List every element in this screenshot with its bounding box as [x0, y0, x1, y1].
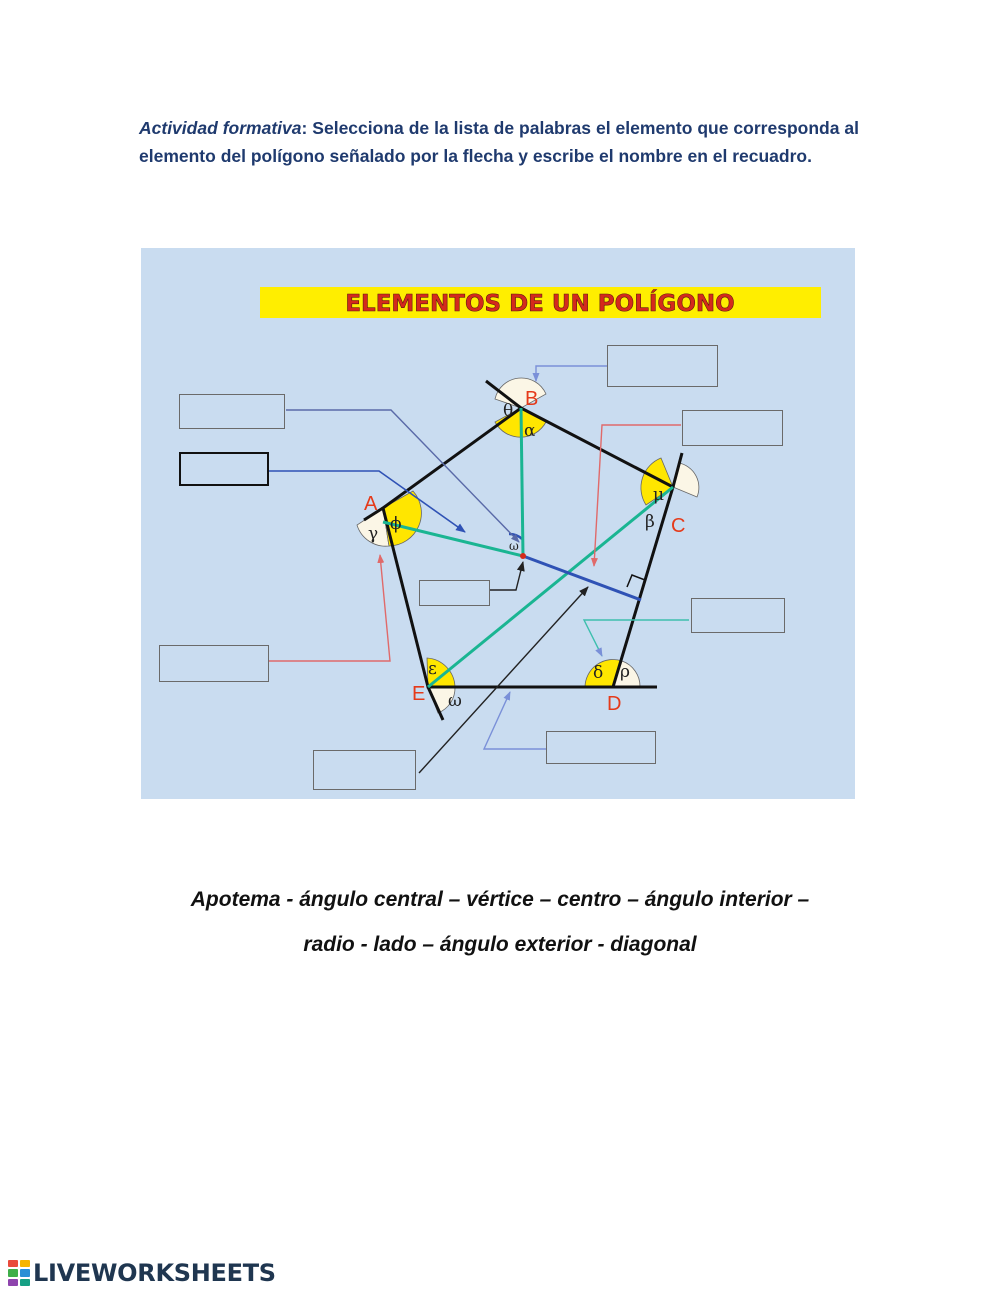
angle-label-delta: δ [593, 663, 604, 683]
answer-box-apothem[interactable] [682, 410, 783, 446]
answer-box-side[interactable] [546, 731, 656, 764]
figure-title: ELEMENTOS DE UN POLÍGONO [345, 291, 735, 317]
answer-box-diagonal[interactable] [313, 750, 416, 790]
word-bank-line-1: Apotema - ángulo central – vértice – centro – ángulo interior – [190, 888, 810, 911]
vertex-label-c: C [671, 515, 686, 537]
brand-footer[interactable] [8, 1258, 276, 1288]
instructions-text: : Selecciona de la lista de palabras el elemento que corresponda al elemento del polígono señalado por la flecha y escribe el nombre en el recuadro. [139, 118, 859, 166]
angle-label-mu: μ [653, 485, 665, 505]
instructions [139, 114, 859, 170]
angle-label-epsilon: ε [428, 659, 437, 679]
brand-logo-icon [8, 1260, 30, 1286]
answer-box-vertex[interactable] [607, 345, 718, 387]
figure-background [141, 248, 855, 799]
instructions-label: Actividad formativa [139, 118, 302, 138]
center-point [520, 553, 526, 559]
radius-b [521, 408, 523, 556]
word-bank-line-2: radio - lado – ángulo exterior - diagonal [303, 933, 697, 956]
angle-label-rho: ρ [620, 662, 630, 682]
angle-label-beta: β [645, 512, 655, 532]
angle-label-gamma: γ [368, 524, 379, 544]
angle-label-theta: θ [503, 401, 514, 421]
answer-box-center[interactable] [419, 580, 490, 606]
angle-label-phi: ϕ [390, 514, 402, 534]
polygon-diagram [141, 248, 855, 799]
angle-label-alpha: α [524, 421, 536, 441]
vertex-label-d: D [607, 693, 622, 715]
brand-name: LIVEWORKSHEETS [33, 1259, 276, 1287]
vertex-label-a: A [364, 493, 378, 515]
angle-label-central: ω [509, 539, 519, 553]
vertex-label-b: B [525, 388, 539, 410]
vertex-label-e: E [412, 683, 426, 705]
angle-label-omega: ω [448, 691, 462, 711]
polygon-figure [141, 248, 855, 799]
answer-box-interior-angle[interactable] [691, 598, 785, 633]
answer-box-exterior-angle[interactable] [159, 645, 269, 682]
answer-box-central-angle[interactable] [179, 394, 285, 429]
answer-box-radius[interactable] [179, 452, 269, 486]
